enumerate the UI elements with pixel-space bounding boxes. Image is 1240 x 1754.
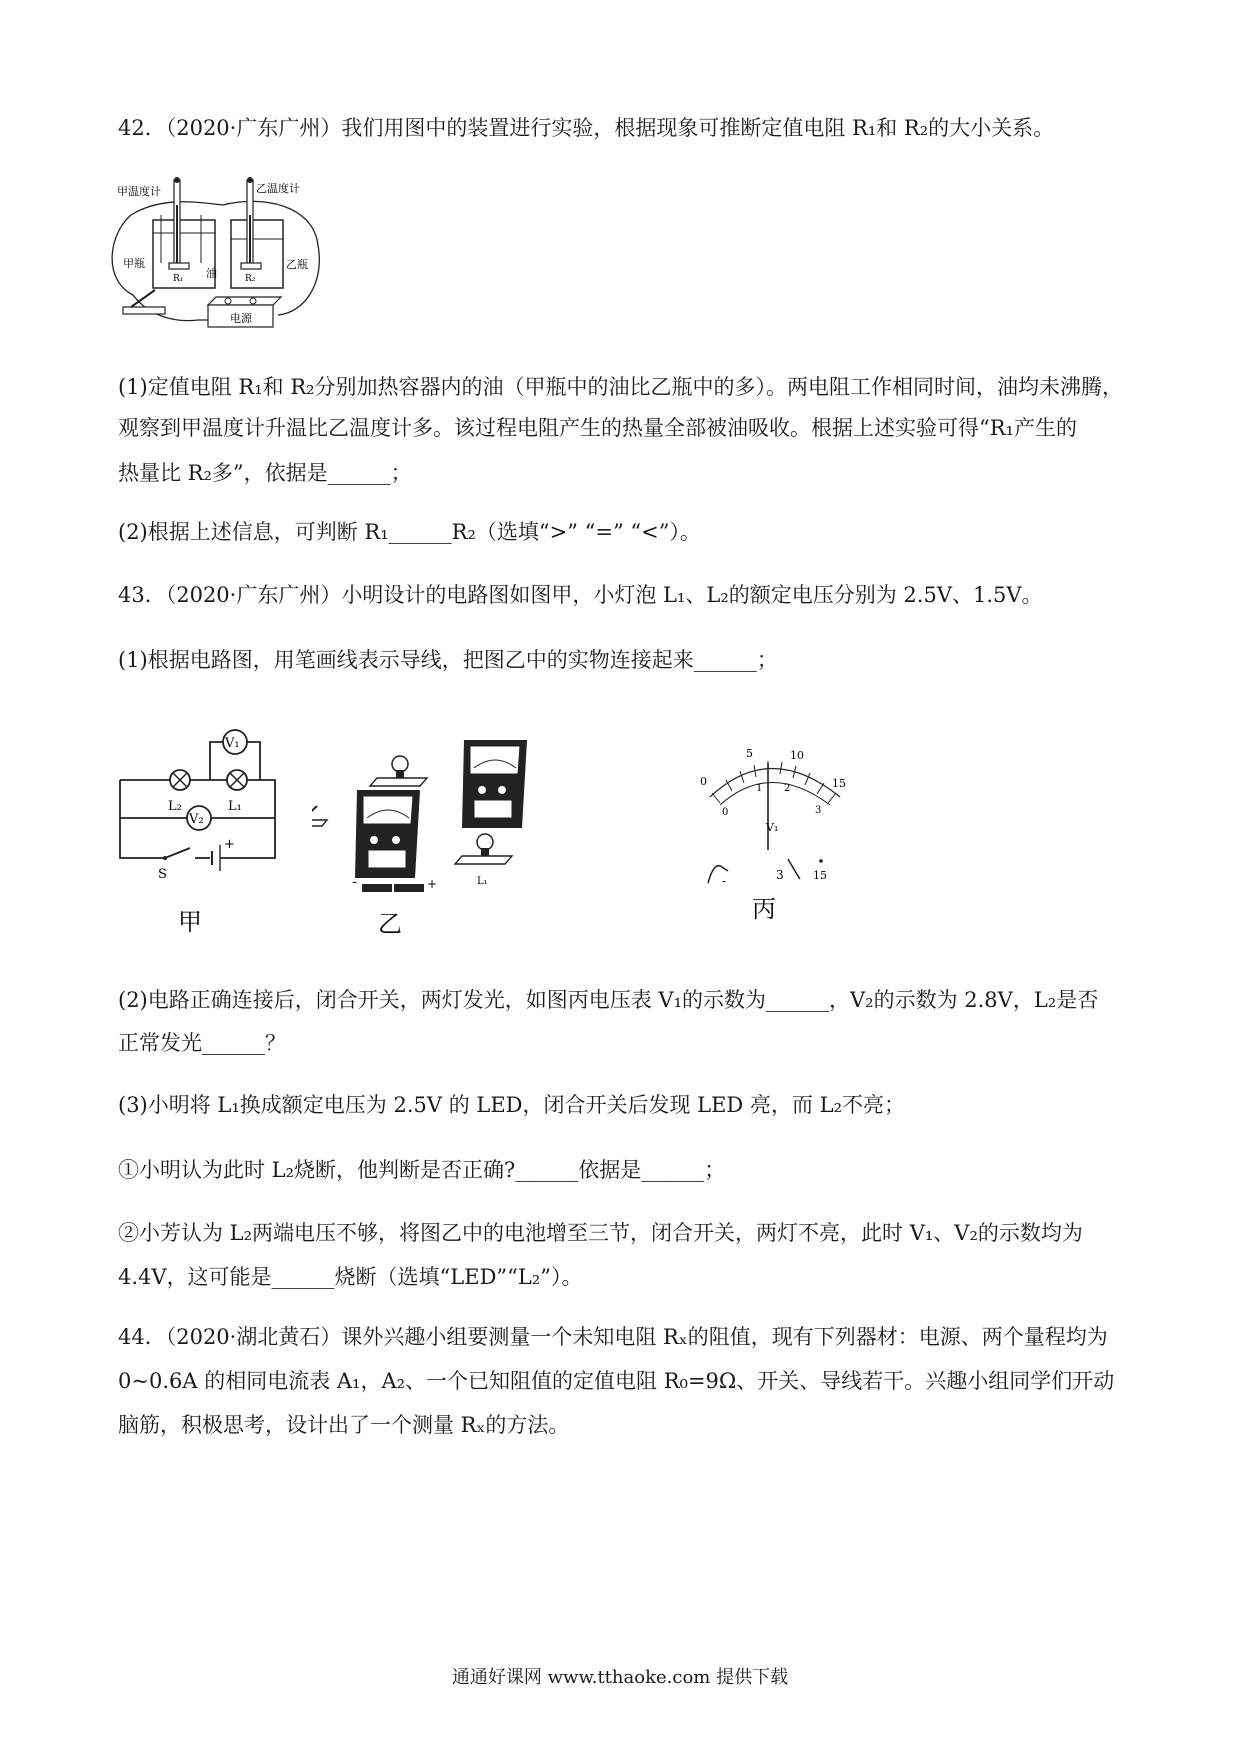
- label-l1-jia: L₁: [228, 799, 242, 814]
- scale-top-5: 5: [746, 747, 753, 760]
- label-bing: 丙: [752, 895, 776, 923]
- label-v2-jia: V₂: [189, 812, 204, 827]
- scale-top-10: 10: [790, 749, 804, 762]
- bottle-b: [231, 220, 283, 288]
- scale-bottom-2: 2: [784, 783, 791, 794]
- voltmeter-object-middle: [355, 790, 420, 878]
- q43-part2-line1: (2)电路正确连接后，闭合开关，两灯发光，如图丙电压表 V₁的示数为______，V₂的示数为 2.8V，L₂是否: [118, 988, 1099, 1012]
- circuit-diagram-jia: [110, 718, 310, 938]
- q43-part3: (3)小明将 L₁换成额定电压为 2.5V 的 LED，闭合开关后发现 LED 亮，而 L₂不亮；: [118, 1093, 905, 1117]
- label-battery-minus: -: [352, 874, 357, 890]
- q42-part1-line3: 热量比 R₂多”，依据是______；: [118, 461, 412, 485]
- lamp-l1-object: [455, 834, 512, 887]
- scale-bottom-3: 3: [815, 805, 822, 816]
- components-yi: [312, 728, 552, 948]
- q44-line1: 44．（2020·湖北黄石）课外兴趣小组要测量一个未知电阻 Rₓ的阻值，现有下列器材：电源、两个量程均为: [118, 1325, 1108, 1349]
- scale-top-15: 15: [832, 777, 846, 790]
- label-l2-jia: L₂: [168, 799, 182, 814]
- label-jia: 甲: [178, 908, 202, 936]
- q42-part1-line1: (1)定值电阻 R₁和 R₂分别加热容器内的油（甲瓶中的油比乙瓶中的多）。两电阻工作相同时间，油均未沸腾，: [118, 375, 1124, 399]
- label-thermo-b: 乙温度计: [256, 182, 300, 195]
- label-v1-jia: V₁: [225, 736, 240, 751]
- q42-figure: [103, 175, 325, 335]
- label-battery-plus: +: [224, 837, 235, 852]
- label-oil: 油: [206, 267, 217, 280]
- label-v1-bing: V₁: [766, 821, 779, 834]
- scale-top-0: 0: [700, 775, 707, 788]
- terminal-3-label: 3: [776, 868, 784, 882]
- scale-bottom-1: 1: [756, 783, 763, 794]
- page-footer: 通通好课网 www.tthaoke.com 提供下载: [451, 1667, 789, 1688]
- label-yi: 乙: [378, 910, 402, 938]
- q43-part3b-line1: ②小芳认为 L₂两端电压不够，将图乙中的电池增至三节，闭合开关，两灯不亮，此时 V₁、V₂的示数均为: [118, 1221, 1083, 1245]
- q43-part3b-line2: 4.4V，这可能是______烧断（选填“LED”“L₂”）。: [118, 1265, 583, 1289]
- q42-part1-line2: 观察到甲温度计升温比乙温度计多。该过程电阻产生的热量全部被油吸收。根据上述实验可得“R₁产生的: [118, 416, 1077, 440]
- voltmeter-object-top: [462, 740, 527, 828]
- q43-part3a: ①小明认为此时 L₂烧断，他判断是否正确?______依据是______；: [118, 1158, 726, 1182]
- q43-part1: (1)根据电路图，用笔画线表示导线，把图乙中的实物连接起来______；: [118, 648, 778, 672]
- terminal-15-label: 15: [813, 869, 827, 882]
- resistor-r2: [241, 263, 261, 269]
- label-s: S: [158, 867, 167, 882]
- terminal-minus-label: -: [722, 874, 727, 888]
- q44-line2: 0~0.6A 的相同电流表 A₁，A₂、一个已知阻值的定值电阻 R₀=9Ω、开关、导线若干。兴趣小组同学们开动: [118, 1369, 1115, 1393]
- power-supply: [208, 297, 281, 305]
- q43-part2-line2: 正常发光______？: [118, 1031, 286, 1055]
- label-bottle-b: 乙瓶: [286, 258, 308, 271]
- switch-a: [123, 307, 165, 314]
- label-bottle-a: 甲瓶: [123, 257, 145, 270]
- resistor-r1: [169, 263, 189, 269]
- voltmeter-dial-bing: [690, 735, 850, 955]
- label-l1-yi: L₁: [477, 876, 488, 887]
- terminal-3-wire: [788, 859, 800, 879]
- q42-part2: (2)根据上述信息，可判断 R₁______R₂（选填“>” “=” “<”）。: [118, 520, 701, 544]
- q42-title: 42．（2020·广东广州）我们用图中的装置进行实验，根据现象可推断定值电阻 R₁和 R₂的大小关系。: [118, 116, 1055, 140]
- q44-line3: 脑筋，积极思考，设计出了一个测量 Rₓ的方法。: [118, 1413, 570, 1437]
- scale-bottom-0: 0: [722, 807, 729, 818]
- label-battery-plus-yi: +: [427, 877, 438, 891]
- switch-object: [312, 806, 327, 826]
- label-thermo-a: 甲温度计: [117, 185, 161, 198]
- label-power: 电源: [230, 312, 252, 325]
- q43-title: 43．（2020·广东广州）小明设计的电路图如图甲，小灯泡 L₁、L₂的额定电压分别为 2.5V、1.5V。: [118, 583, 1043, 607]
- label-r2: R₂: [245, 274, 256, 284]
- label-r1: R₁: [173, 274, 184, 284]
